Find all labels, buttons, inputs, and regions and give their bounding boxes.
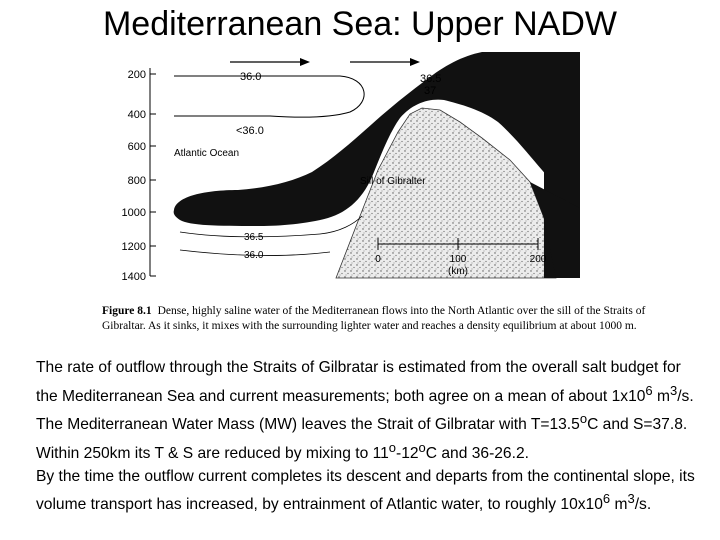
scale-label-100: 100 [449, 254, 467, 265]
label-37: 37 [424, 85, 437, 97]
label-lt36: <36.0 [236, 125, 264, 137]
label-36-0-top: 36.0 [240, 71, 262, 83]
label-36-0-bottom: 36.0 [244, 250, 264, 261]
p1-text-f: C and 36-26.2. [425, 445, 529, 463]
depth-label-1000: 1000 [121, 207, 146, 219]
isohaline-36 [174, 76, 364, 117]
caption-text: Dense, highly saline water of the Mediterranean flows into the North Atlantic over the sill of the Straits of Gibraltar. As it sinks, it mixes with the surrounding lighter water and reaches a density equilibrium at about 1000 m. [102, 305, 646, 332]
p1-text-a: The rate of outflow through the Straits of Gilbratar is estimated from the overall salt budget for the Mediterranean Sea and current measurements; both agree on a mean of about 1x10 [36, 359, 681, 405]
caption-label: Figure 8.1 [102, 305, 152, 317]
p1-sup-2: 3 [669, 382, 678, 398]
slide-title: Mediterranean Sea: Upper NADW [102, 5, 617, 43]
label-sill: Sill of Gibralter [360, 176, 426, 187]
label-36-5-bottom: 36.5 [244, 232, 264, 243]
depth-label-1400: 1400 [121, 271, 146, 283]
paragraph-entrainment [36, 466, 696, 517]
scale-label-0: 0 [375, 254, 381, 265]
p1-text-c: /s. The Mediterranean Water Mass (MW) leaves the Strait of Gilbratar with T=13.5 [36, 387, 694, 434]
depth-label-800: 800 [127, 175, 146, 187]
p2-text-a: By the time the outflow current completes its descent and departs from the continental slope, its volume transport has increased, by entrainment of Atlantic water, to roughly 10x10 [36, 467, 695, 514]
depth-ticks [150, 74, 156, 276]
p2-sup-1: 6 [602, 491, 611, 507]
p2-text-c: /s. [634, 496, 652, 514]
depth-label-1200: 1200 [121, 241, 146, 253]
p1-sup-5: o [418, 439, 426, 455]
scale-unit: (km) [448, 266, 468, 277]
body-text [36, 357, 696, 517]
scale-label-200: 200 [529, 254, 547, 265]
label-atlantic: Atlantic Ocean [174, 148, 240, 159]
depth-label-600: 600 [127, 141, 146, 153]
depth-label-200: 200 [127, 69, 146, 81]
paragraph-outflow-rate [36, 357, 696, 466]
p1-sup-3: o [579, 411, 588, 427]
arrowhead-middle [410, 58, 420, 66]
p1-sup-4: o [388, 439, 396, 455]
p2-text-b: m [610, 496, 628, 514]
label-36-5-top: 36.5 [420, 73, 442, 85]
arrowhead-left [300, 58, 310, 66]
p1-text-d: C and S=37.8. Within 250km its T & S are reduced by mixing to 11 [36, 416, 688, 463]
figure-diagram [110, 48, 670, 288]
figure-caption [102, 304, 662, 334]
depth-label-400: 400 [127, 109, 146, 121]
p1-text-b: m [652, 387, 670, 405]
p2-sup-2: 3 [627, 491, 635, 507]
figure-gibraltar-outflow [110, 48, 670, 288]
p1-text-e: -12 [396, 445, 419, 463]
p1-sup-1: 6 [645, 382, 653, 398]
